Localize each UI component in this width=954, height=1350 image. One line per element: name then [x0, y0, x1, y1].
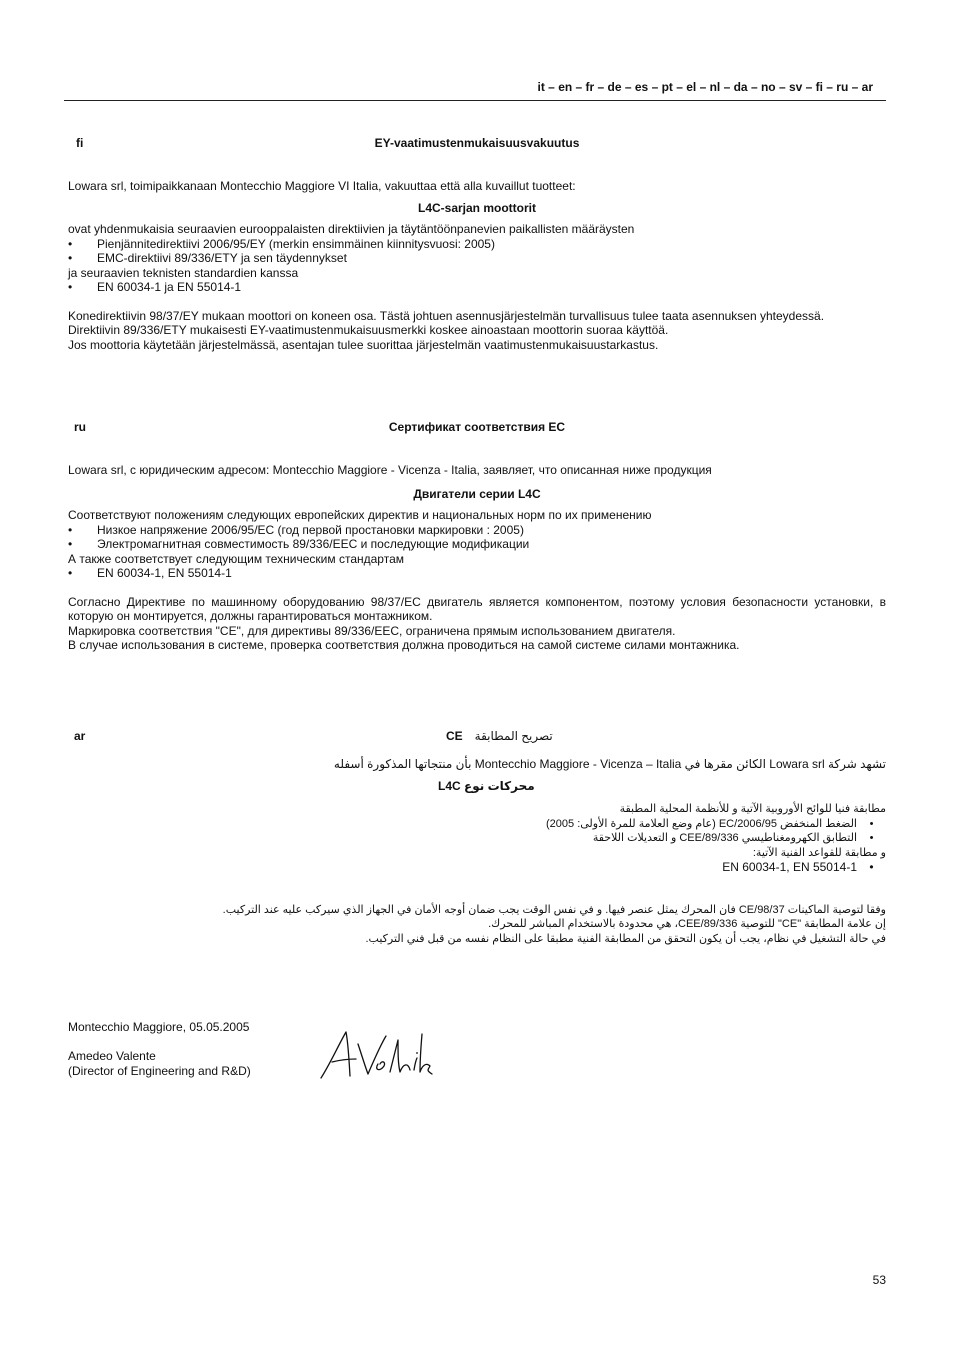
- note-ar-1: وفقا لتوصية الماكينات 98/37/CE فان المحرك يمثل عنصر فيها. و في نفس الوقت يجب ضمان أوجه الأمان في الجهاز الذي سيركب عليه عند التركيب.: [222, 903, 886, 916]
- standards-intro-fi: ja seuraavien teknisten standardien kanssa: [68, 265, 299, 280]
- bullet-ru-3: • EN 60034-1, EN 55014-1: [68, 566, 232, 580]
- note-ar-2: إن علامة المطابقة "CE" للتوصية 89/336/CEE، هي محدودة بالاستخدام المباشر للمحرك.: [488, 918, 886, 930]
- note-ru-3: В случае использования в системе, проверка соответствия должна проводиться на самой системе силами монтажника.: [68, 638, 740, 652]
- conform-ar: مطابقة فنيا للوائح الأوروبية الآتية و للأنظمة المحلية المطبقة: [619, 803, 886, 815]
- conform-fi: ovat yhdenmukaisia seuraavien eurooppalaisten direktiivien ja täytäntöönpanevien paikallisten määräysten: [68, 222, 635, 236]
- note-fi-2: Direktiivin 89/336/ETY mukaisesti EY-vaatimustenmukaisuusmerkki koskee ainoastaan moottorin suoraa käyttöä.: [68, 323, 669, 337]
- intro-ar: تشهد شركة Lowara srl الكائن مقرها في Montecchio Maggiore - Vicenza – Italia بأن منتجاتها المذكورة أسفله: [333, 757, 886, 771]
- bullet-ru-2: • Электромагнитная совместимость 89/336/EEC и последующие модификации: [68, 537, 530, 551]
- signatory-role: (Director of Engineering and R&D): [68, 1064, 251, 1078]
- bullet-fi-1: • Pienjännitedirektiivi 2006/95/EY (merkin ensimmäinen kiinnitysvuosi: 2005): [68, 236, 495, 251]
- bullet-ar-2: • التطابق الكهرومغناطيسي 89/336/CEE و التعديلات اللاحقة: [592, 832, 874, 844]
- page-number: 53: [872, 1273, 886, 1287]
- bullet-fi-3: • EN 60034-1 ja EN 55014-1: [68, 280, 242, 294]
- bullet-ar-1: • الضغط المنخفض 2006/95/EC (عام وضع العلامة للمرة الأولى: 2005): [545, 817, 874, 830]
- title-ar-ce: CE: [446, 729, 463, 743]
- product-ru: Двигатели серии L4C: [413, 486, 541, 501]
- note-fi-3: Jos moottoria käytetään järjestelmässä, asentajan tulee suorittaa järjestelmän vaatimustenmukaisuustarkastus.: [68, 337, 659, 352]
- bullet-ar-3: • EN 60034-1, EN 55014-1: [722, 860, 874, 874]
- title-ar-text: تصريح المطابقة: [474, 729, 553, 743]
- intro-ru: Lowara srl, с юридическим адресом: Montecchio Maggiore - Vicenza - Italia, заявляет, что описанная ниже продукция: [68, 463, 712, 477]
- conform-ru: Соответствуют положениям следующих европейских директив и национальных норм по их применению: [68, 508, 652, 522]
- note-fi-1: Konedirektiivin 98/37/EY mukaan moottori on koneen osa. Tästä johtuen asennusjärjestelmän turvallisuus tulee taata asennuksen yhteydessä.: [68, 308, 825, 323]
- section-ar: [68, 729, 886, 946]
- place-date: Montecchio Maggiore, 05.05.2005: [68, 1020, 250, 1034]
- note-ar-3: في حالة التشغيل في نظام، يجب أن يكون التحقق من المطابقة الفنية مطبقا على النظام نفسه من قبل فني التركيب.: [365, 932, 886, 945]
- note-ru-2: Маркировка соответствия "CE", для директивы 89/336/EEC, ограничена прямым использованием двигателя.: [68, 623, 676, 638]
- handwritten-signature: [318, 1026, 438, 1082]
- language-list: it – en – fr – de – es – pt – el – nl – da – no – sv – fi – ru – ar: [537, 80, 873, 94]
- lang-code-ar: ar: [74, 729, 86, 743]
- section-fi: [68, 136, 886, 352]
- product-ar: محركات نوع L4C: [438, 778, 535, 793]
- header-rule: [64, 100, 886, 101]
- standards-intro-ar: و مطابقة للقواعد الفنية الآتية:: [752, 846, 886, 859]
- section-ru: [68, 420, 886, 653]
- note-ru-1: Согласно Директиве по машинному оборудованию 98/37/EC двигатель является компонентом, поэтому условия безопасности установки, в которую он монтируется, должны гарантироваться монтажником.: [68, 594, 886, 623]
- standards-intro-ru: А также соответствует следующим техническим стандартам: [68, 551, 404, 566]
- bullet-fi-2: • EMC-direktiivi 89/336/ETY ja sen täydennykset: [68, 251, 347, 265]
- product-fi: L4C-sarjan moottorit: [417, 200, 536, 215]
- lang-code-fi: fi: [76, 136, 84, 150]
- signatory-name: Amedeo Valente: [68, 1049, 156, 1063]
- title-ar: [446, 729, 553, 743]
- title-fi: EY-vaatimustenmukaisuusvakuutus: [374, 136, 580, 150]
- bullet-ru-1: • Низкое напряжение 2006/95/EC (год первой простановки маркировки : 2005): [68, 522, 524, 537]
- title-ru: Сертификат соответствия ЕС: [388, 420, 566, 434]
- intro-fi: Lowara srl, toimipaikkanaan Montecchio Maggiore VI Italia, vakuuttaa että alla kuvaillut tuotteet:: [68, 179, 576, 193]
- lang-code-ru: ru: [74, 420, 86, 434]
